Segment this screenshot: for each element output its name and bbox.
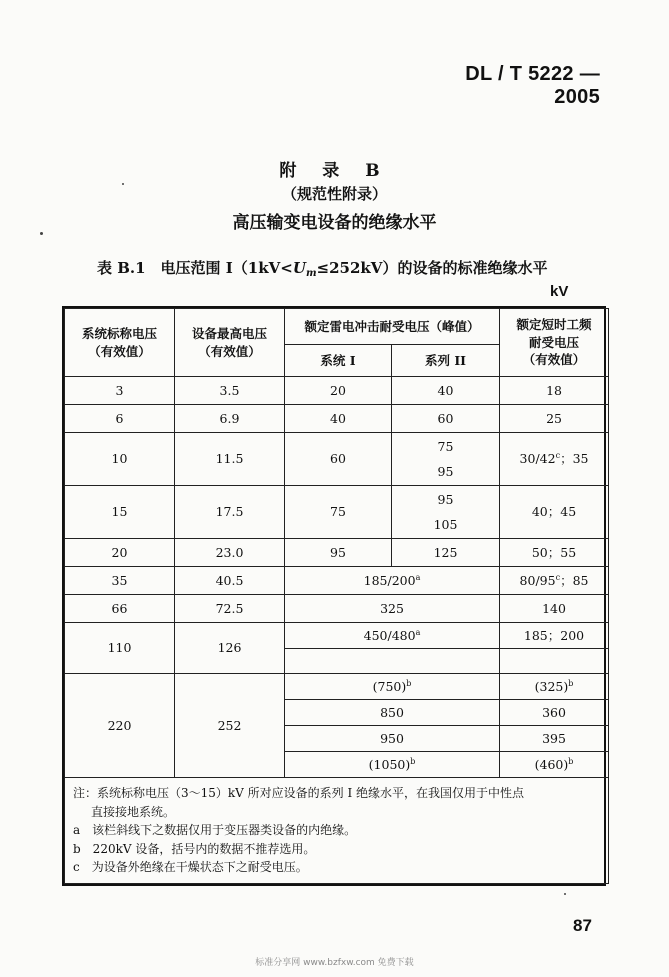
cell-max: 72.5 [175,595,285,623]
caption-u: U [292,259,306,277]
cell-lightning-merged: $(1050)^b$ [285,752,500,778]
cell-nominal: 3 [65,377,175,405]
normative-label: （规范性附录） [281,185,387,203]
note-main-cont: 直接接地系统。 [91,804,176,819]
cell-max: 126 [175,623,285,674]
cell-power-freq: 360 [500,700,609,726]
header-lightning: 额定雷电冲击耐受电压（峰值） [285,309,500,345]
cell-nominal: 15 [65,486,175,539]
footer-watermark: 标准分享网 www.bzfxw.com 免费下载 [255,958,414,968]
speck [564,893,566,895]
cell-series-1: 95 [285,539,392,567]
cell-power-freq: 80/95$^c$；85 [500,567,609,595]
cell-lightning-merged: 185/200$^a$ [285,567,500,595]
note-c: c 为设备外绝缘在干燥状态下之耐受电压。 [73,860,308,875]
cell-max: 40.5 [175,567,285,595]
cell-nominal: 110 [65,623,175,674]
cell-nominal: 220 [65,674,175,778]
table-row [65,674,609,700]
cell-power-freq: 140 [500,595,609,623]
cell-max: 23.0 [175,539,285,567]
appendix-title: 附 录 B [279,161,390,181]
header-series-1: 系统 I [285,345,392,377]
cell-max: 6.9 [175,405,285,433]
header-power-freq: 额定短时工频 耐受电压 （有效值） [500,309,609,377]
cell-lightning-merged: 950 [285,726,500,752]
speck [40,232,43,235]
cell-power-freq: 185；200 [500,623,609,649]
table-row [65,377,609,405]
cell-power-freq: 395 [500,726,609,752]
cell-lightning-merged: 325 [285,595,500,623]
header-max: 设备最高电压 （有效值） [175,309,285,377]
table-caption [97,257,547,279]
page-number: 87 [573,916,592,935]
cell-series-1: 60 [285,433,392,486]
note-a: a 该栏斜线下之数据仅用于变压器类设备的内绝缘。 [73,823,357,838]
cell-series-1: 75 [285,486,392,539]
standard-code: DL / T 5222 — 2005 [465,63,600,108]
cell-nominal: 66 [65,595,175,623]
cell-nominal: 20 [65,539,175,567]
cell-max: 11.5 [175,433,285,486]
cell-lightning-merged: 450/480$^a$ [285,623,500,649]
caption-m: m [305,268,317,279]
insulation-table [62,306,606,886]
cell-nominal: 6 [65,405,175,433]
cell-power-freq: 25 [500,405,609,433]
cell-max: 252 [175,674,285,778]
cell-lightning-merged: 850 [285,700,500,726]
cell-power-freq: 50；55 [500,539,609,567]
header-series-2: 系列 II [392,345,500,377]
cell-lightning-merged: $(750)^b$ [285,674,500,700]
table-notes [65,778,609,884]
cell-empty [285,649,500,674]
header-row-1 [65,309,609,345]
note-main: 注：系统标称电压（3～15）kV 所对应设备的系列 I 绝缘水平，在我国仅用于中性点 [73,786,525,800]
cell-series-2: 60 [392,405,500,433]
cell-nominal: 35 [65,567,175,595]
table-row [65,567,609,595]
cell-max: 17.5 [175,486,285,539]
cell-series-1: 40 [285,405,392,433]
cell-series-2: 125 [392,539,500,567]
table-unit: kV [550,283,569,300]
cell-series-2: 75 95 [392,433,500,486]
table-row [65,595,609,623]
caption-prefix: 表 B.1 电压范围 I（1kV< [97,259,293,277]
cell-empty [500,649,609,674]
cell-power-freq: $(325)^b$ [500,674,609,700]
table-row [65,486,609,539]
note-b: b 220kV 设备，括号内的数据不推荐选用。 [73,841,316,856]
cell-series-1: 20 [285,377,392,405]
table-row [65,433,609,486]
speck [122,183,124,185]
header-nominal: 系统标称电压 （有效值） [65,309,175,377]
cell-power-freq: $(460)^b$ [500,752,609,778]
cell-power-freq: 30/42$^c$；35 [500,433,609,486]
cell-nominal: 10 [65,433,175,486]
table-row [65,405,609,433]
cell-max: 3.5 [175,377,285,405]
cell-series-2: 40 [392,377,500,405]
cell-power-freq: 40；45 [500,486,609,539]
main-title: 高压输变电设备的绝缘水平 [232,213,437,233]
cell-series-2: 95 105 [392,486,500,539]
notes-row [65,778,609,884]
table-row [65,623,609,649]
cell-power-freq: 18 [500,377,609,405]
caption-suffix: ≤252kV）的设备的标准绝缘水平 [316,259,548,277]
table-row [65,539,609,567]
